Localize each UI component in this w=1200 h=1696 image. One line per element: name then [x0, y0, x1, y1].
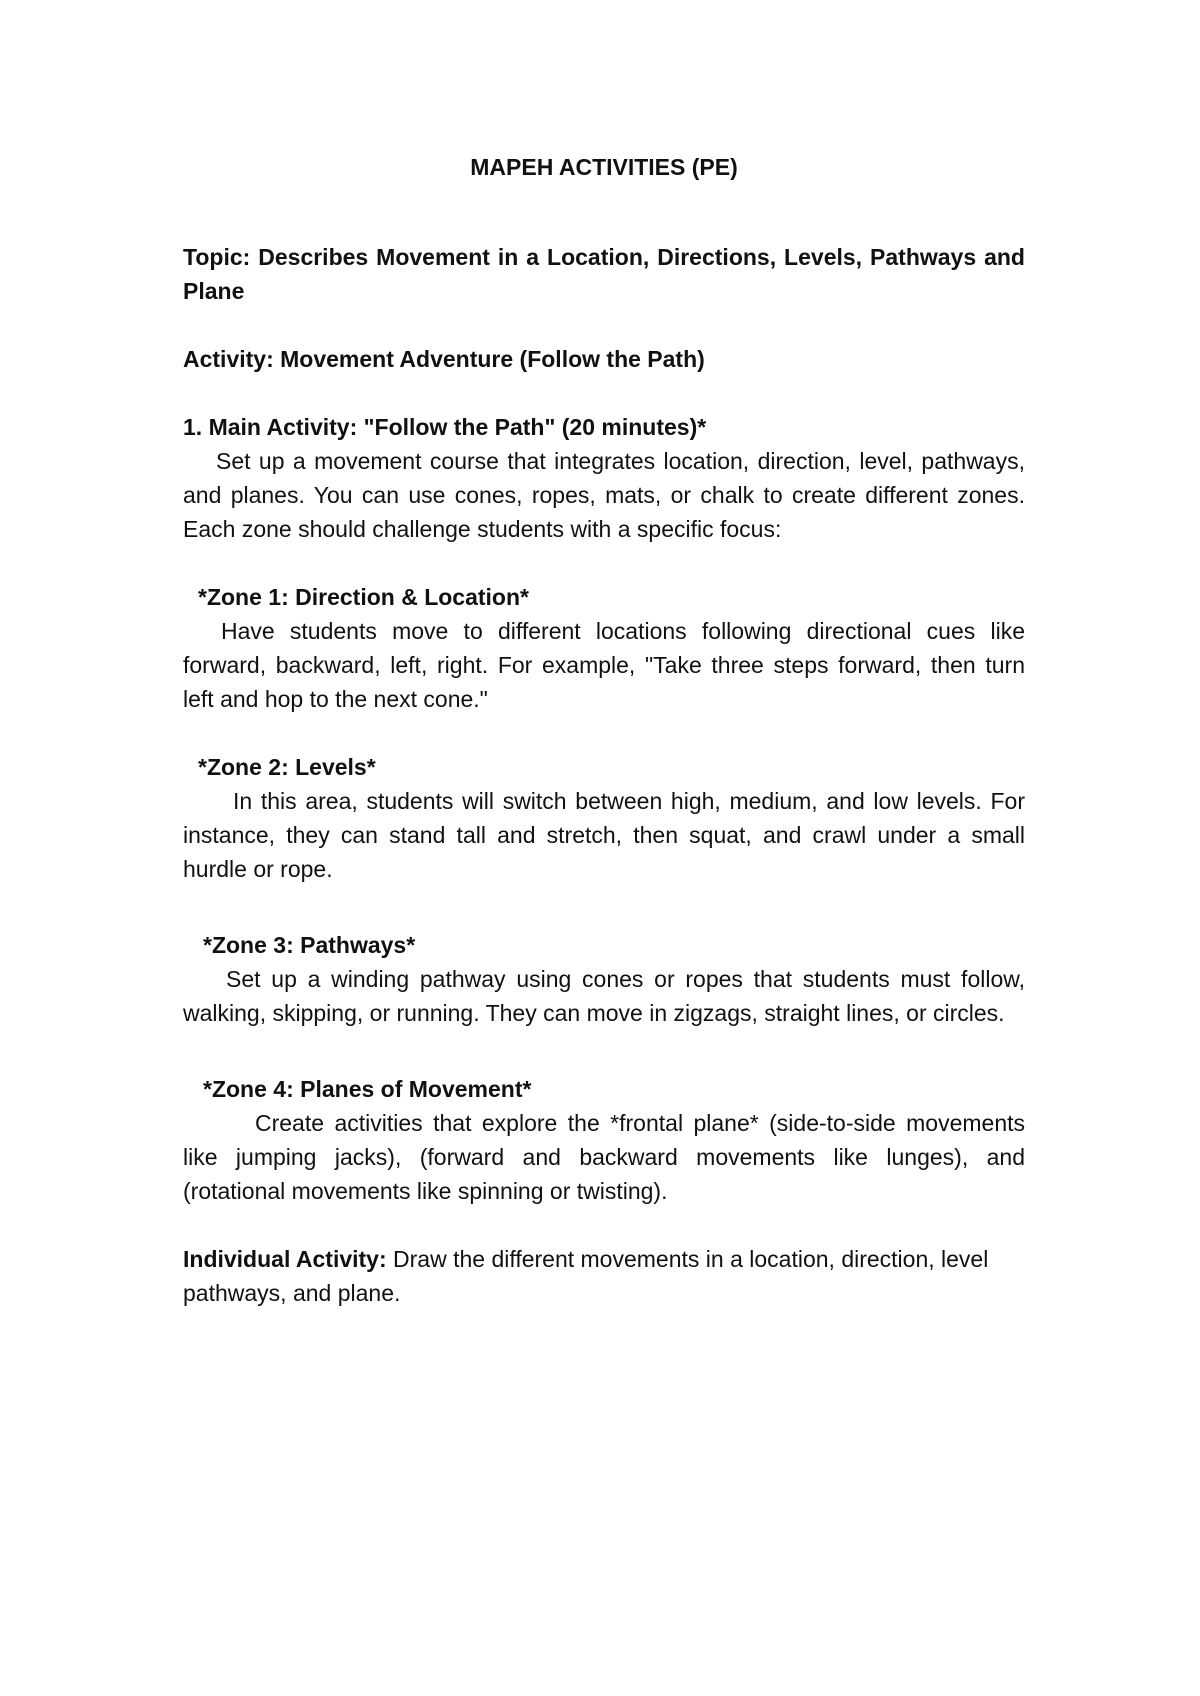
zone-3-heading: *Zone 3: Pathways*: [203, 932, 416, 958]
zone-1-section: [183, 580, 1025, 614]
zone-2-heading: *Zone 2: Levels*: [198, 754, 376, 780]
individual-activity-label: Individual Activity:: [183, 1246, 387, 1272]
individual-activity-text: Draw the different movements in a location, direction, level pathways, and plane.: [183, 1246, 989, 1306]
document-title: MAPEH ACTIVITIES (PE): [470, 154, 738, 180]
zone-1-text: Have students move to different locations following directional cues like forward, backward, left, right. For example, "Take three steps forward, then turn left and hop to the next cone.": [183, 618, 1025, 712]
topic-heading: Topic: Describes Movement in a Location, Directions, Levels, Pathways and Plane: [183, 244, 1025, 304]
individual-activity: [183, 1242, 1025, 1310]
zone-2-text: In this area, students will switch between high, medium, and low levels. For instance, they can stand tall and stretch, then squat, and crawl under a small hurdle or rope.: [183, 788, 1025, 882]
zone-4-section: [183, 1072, 1025, 1106]
document-content: [183, 150, 1025, 1310]
zone-2-section: [183, 750, 1025, 784]
zone-3-text: Set up a winding pathway using cones or ropes that students must follow, walking, skipping, or running. They can move in zigzags, straight lines, or circles.: [183, 966, 1025, 1026]
zone-4-heading: *Zone 4: Planes of Movement*: [203, 1076, 532, 1102]
main-activity-text: Set up a movement course that integrates location, direction, level, pathways, and planes. You can use cones, ropes, mats, or chalk to create different zones. Each zone should challenge students with a specific focus:: [183, 448, 1025, 542]
zone-1-heading: *Zone 1: Direction & Location*: [198, 584, 529, 610]
zone-3-section: [183, 928, 1025, 962]
main-activity-heading: 1. Main Activity: "Follow the Path" (20 minutes)*: [183, 414, 707, 440]
activity-heading: Activity: Movement Adventure (Follow the Path): [183, 346, 705, 372]
zone-4-text: Create activities that explore the *frontal plane* (side-to-side movements like jumping jacks), (forward and backward movements like lunges), and (rotational movements like spinning or twisting).: [183, 1110, 1025, 1204]
